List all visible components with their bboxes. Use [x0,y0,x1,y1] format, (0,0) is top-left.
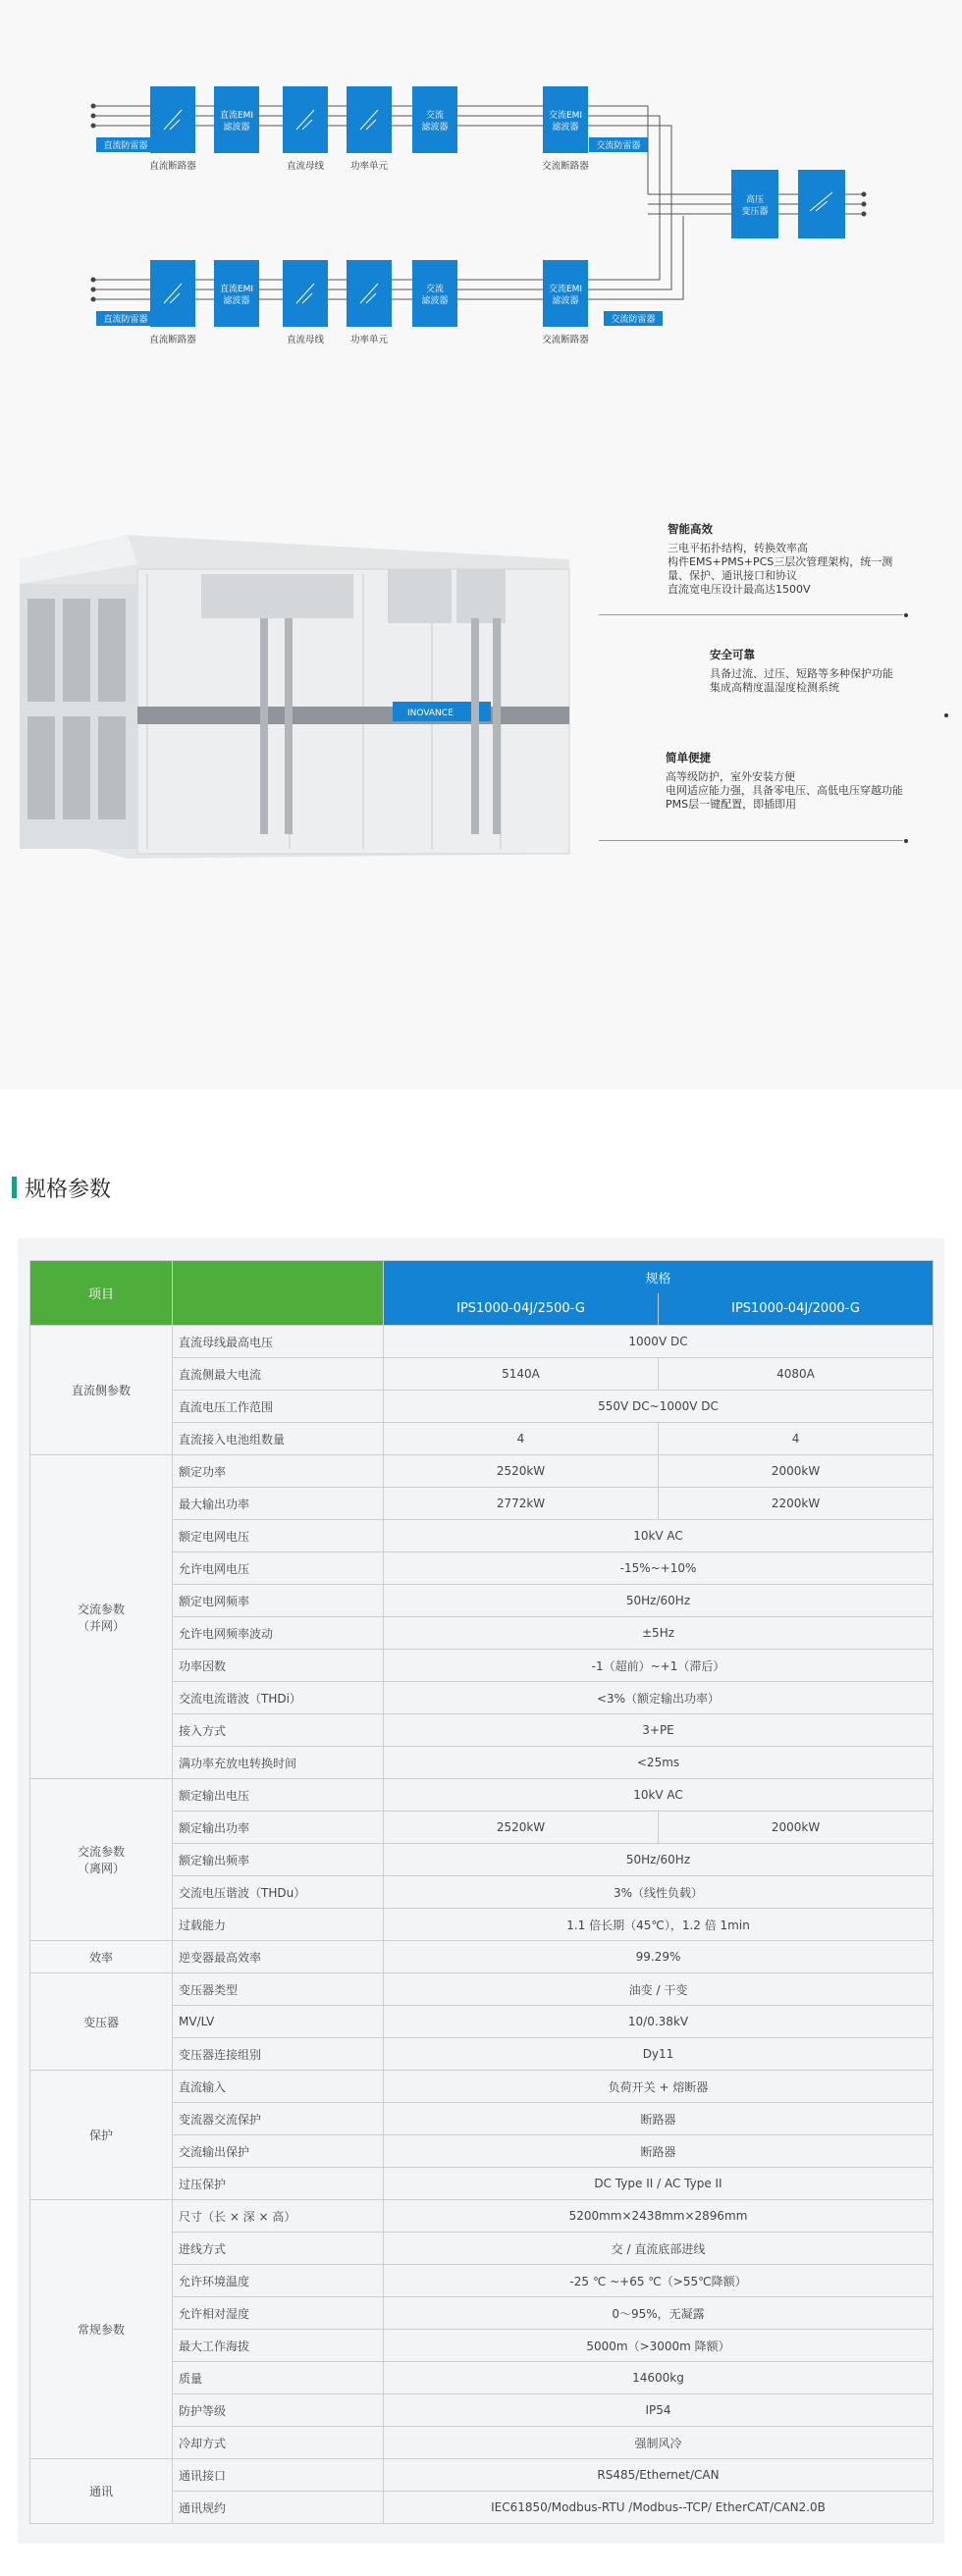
spec-param-name: 进线方式 [173,2233,384,2265]
feature-line: 具备过流、过压、短路等多种保护功能 [710,667,893,680]
spec-value: 10kV AC [384,1520,934,1552]
tag-label: 直流防雷器 [103,315,148,325]
block-label: 滤波器 [223,123,250,132]
spec-value: 交 / 直流底部进线 [384,2233,934,2265]
spec-row [30,2071,934,2103]
terminal-dot [91,288,96,292]
header-item: 项目 [30,1261,173,1326]
spec-value: 断路器 [384,2135,934,2168]
spec-value: 50Hz/60Hz [384,1844,934,1876]
spec-param-name: 交流电流谐波（THDi） [173,1682,384,1714]
spec-table [29,1260,934,2524]
spec-value: 0～95%，无凝露 [384,2297,934,2330]
spec-param-name: 尺寸（长 × 深 × 高） [173,2200,384,2233]
diagram-block [283,260,328,327]
spec-value: DC Type II / AC Type II [384,2168,934,2200]
spec-value: IEC61850/Modbus-RTU /Modbus--TCP/ EtherCAT/CAN2.0B [384,2492,934,2524]
feature-line: 电网适应能力强，具备零电压、高低电压穿越功能 [666,784,903,797]
tag-label: 交流防雷器 [596,141,641,151]
diagram-block [412,260,457,327]
feature-line: 三电平拓扑结构，转换效率高 [668,542,808,554]
spec-value-a: 2772kW [384,1488,659,1520]
header-model-b: IPS1000-04J/2000-G [659,1293,934,1326]
spec-param-name: 过载能力 [173,1909,384,1941]
surge-protector-tag [96,311,155,326]
spec-param-name: 直流输入 [173,2071,384,2103]
diagram-block [150,86,195,153]
spec-param-name: 接入方式 [173,1714,384,1747]
spec-value: IP54 [384,2394,934,2427]
connector-line [599,194,660,280]
spec-value: 负荷开关 + 熔断器 [384,2071,934,2103]
spec-value-b: 4 [659,1423,934,1455]
surge-protector-tag [96,137,155,152]
tag-label: 交流防雷器 [611,315,656,325]
spec-value: <25ms [384,1747,934,1779]
feature-line: 构件EMS+PMS+PCS三层次管理架构，统一测量、保护、通讯接口和协议 [668,555,893,582]
spec-value: -1（超前）~+1（滞后） [384,1650,934,1682]
vent-grille [98,716,126,819]
feature-title: 安全可靠 [710,648,755,661]
spec-value: <3%（额定输出功率） [384,1682,934,1714]
spec-row [30,1941,934,1973]
spec-group-label: 效率 [30,1941,173,1973]
block-label: 交流 [425,111,445,121]
spec-value: 5200mm×2438mm×2896mm [384,2200,934,2233]
spec-value-a: 2520kW [384,1455,659,1488]
spec-param-name: 允许电网电压 [173,1552,384,1585]
hood [388,569,452,623]
spec-group-label: 直流侧参数 [30,1326,173,1455]
feature-block [710,648,950,695]
spec-param-name: 通讯接口 [173,2459,384,2492]
spec-table-container [18,1238,944,2544]
spec-value: 14600kg [384,2362,934,2394]
diagram-block [283,86,328,153]
door-handle-bar [260,618,268,834]
spec-value-a: 4 [384,1423,659,1455]
spec-param-name: 允许相对湿度 [173,2297,384,2330]
spec-group-label: 通讯 [30,2459,173,2524]
container-cabinet-image [10,530,579,864]
door-handle-bar [471,618,479,834]
spec-value: 10kV AC [384,1779,934,1812]
terminal-dot [91,278,96,283]
spec-row [30,1779,934,1812]
diagram-block [214,86,259,153]
spec-param-name: 直流电压工作范围 [173,1391,384,1423]
block-caption: 交流断路器 [542,161,589,172]
feature-divider [599,614,903,615]
block-label: 滤波器 [552,123,579,132]
spec-value-a: 5140A [384,1358,659,1391]
spec-value: 3+PE [384,1714,934,1747]
feature-block [666,751,906,812]
spec-value-a: 2520kW [384,1812,659,1844]
transformer-label: 变压器 [741,207,769,217]
feature-title: 智能高效 [668,522,713,536]
terminal-dot [862,192,867,197]
spec-param-name: MV/LV [173,2006,384,2038]
spec-value: -25 ℃ ~+65 ℃（>55℃降额） [384,2265,934,2297]
spec-value: 强制风冷 [384,2427,934,2459]
spec-param-name: 质量 [173,2362,384,2394]
block-caption: 直流断路器 [149,161,196,172]
terminal-dot [91,104,96,109]
block-label: 滤波器 [421,123,449,132]
tag-label: 直流防雷器 [103,141,148,151]
block-caption: 功率单元 [349,161,389,172]
spec-value-b: 2200kW [659,1488,934,1520]
spec-param-name: 冷却方式 [173,2427,384,2459]
divider-dot [904,839,908,843]
hood [456,569,506,623]
terminal-dot [862,212,867,217]
spec-value: 油变 / 干变 [384,1973,934,2006]
connector-line [599,116,660,206]
block-caption: 直流母线 [286,335,325,345]
spec-value: RS485/Ethernet/CAN [384,2459,934,2492]
diagram-block [412,86,457,153]
hood [201,574,353,618]
spec-group-label: 变压器 [30,1973,173,2071]
spec-value: 10/0.38kV [384,2006,934,2038]
spec-param-name: 额定功率 [173,1455,384,1488]
product-overview-section [0,0,962,1089]
diagram-block [150,260,195,327]
feature-title: 简单便捷 [666,751,711,764]
spec-group-label: 交流参数 （离网） [30,1779,173,1941]
diagram-block [214,260,259,327]
spec-param-name: 允许电网频率波动 [173,1617,384,1650]
header-spec: 规格 [384,1261,934,1293]
connector-line [599,216,683,299]
cabinet-stripe [137,707,569,724]
spec-value: 5000m（>3000m 降额） [384,2330,934,2362]
block-caption: 交流断路器 [542,335,589,345]
block-label: 直流EMI [219,111,254,121]
surge-protector-tag [589,137,648,152]
feature-line: 直流宽电压设计最高达1500V [668,583,811,596]
spec-param-name: 逆变器最高效率 [173,1941,384,1973]
spec-row [30,1455,934,1488]
spec-value: 3%（线性负载） [384,1876,934,1909]
connector-line [599,206,671,289]
spec-param-name: 最大工作海拔 [173,2330,384,2362]
diagram-block [347,260,392,327]
spec-value: 断路器 [384,2103,934,2135]
door-handle-bar [285,618,293,834]
header-item-spacer [173,1261,384,1326]
spec-param-name: 额定输出频率 [173,1844,384,1876]
spec-param-name: 交流电压谐波（THDu） [173,1876,384,1909]
spec-value: 50Hz/60Hz [384,1585,934,1617]
transformer-label: 高压 [745,195,765,205]
block-label: 滤波器 [552,296,579,306]
spec-param-name: 交流输出保护 [173,2135,384,2168]
spec-param-name: 过压保护 [173,2168,384,2200]
divider-dot [944,713,948,717]
terminal-dot [862,202,867,207]
spec-param-name: 额定电网频率 [173,1585,384,1617]
spec-param-name: 额定输出电压 [173,1779,384,1812]
spec-param-name: 直流接入电池组数量 [173,1423,384,1455]
block-label: 滤波器 [223,296,250,306]
block-label: 交流 [425,285,445,294]
vent-grille [27,716,55,819]
spec-row [30,1326,934,1358]
block-label: 交流EMI [548,111,583,121]
spec-title: 规格参数 [25,1177,112,1202]
spec-group-label: 常规参数 [30,2200,173,2459]
spec-param-name: 最大输出功率 [173,1488,384,1520]
feature-divider [599,840,903,841]
spec-param-name: 满功率充放电转换时间 [173,1747,384,1779]
feature-block [668,522,908,597]
block-caption: 功率单元 [349,335,389,345]
title-accent-bar [12,1177,17,1198]
spec-param-name: 允许环境温度 [173,2265,384,2297]
diagram-block [347,86,392,153]
spec-value: ±5Hz [384,1617,934,1650]
spec-param-name: 通讯规约 [173,2492,384,2524]
spec-row [30,1973,934,2006]
vent-grille [27,599,55,702]
header-model-a: IPS1000-04J/2500-G [384,1293,659,1326]
spec-param-name: 功率因数 [173,1650,384,1682]
spec-value: Dy11 [384,2038,934,2071]
switch-box [798,170,845,238]
spec-value-b: 2000kW [659,1455,934,1488]
spec-param-name: 额定电网电压 [173,1520,384,1552]
block-caption: 直流母线 [286,161,325,172]
block-label: 直流EMI [219,285,254,294]
vent-grille [63,599,90,702]
spec-param-name: 变压器类型 [173,1973,384,2006]
surge-protector-tag [604,311,663,326]
spec-group-label: 交流参数 （并网） [30,1455,173,1779]
spec-param-name: 变压器连接组别 [173,2038,384,2071]
spec-value: 1.1 倍长期（45℃），1.2 倍 1min [384,1909,934,1941]
spec-row [30,2459,934,2492]
diagram-block [543,260,588,327]
spec-param-name: 额定输出功率 [173,1812,384,1844]
block-label: 交流EMI [548,285,583,294]
feature-line: 高等级防护，室外安装方便 [666,770,795,783]
spec-group-label: 保护 [30,2071,173,2200]
spec-param-name: 直流母线最高电压 [173,1326,384,1358]
spec-value: 99.29% [384,1941,934,1973]
topology-diagram [0,0,962,412]
divider-dot [904,613,908,617]
diagram-block [543,86,588,153]
spec-value-b: 2000kW [659,1812,934,1844]
brand-label: INOVANCE [407,709,454,718]
spec-section-title [12,1175,111,1200]
terminal-dot [91,297,96,302]
spec-value: 550V DC~1000V DC [384,1391,934,1423]
spec-value: -15%~+10% [384,1552,934,1585]
block-caption: 直流断路器 [149,335,196,345]
terminal-dot [91,124,96,129]
vent-grille [98,599,126,702]
terminal-dot [91,114,96,119]
spec-row [30,2200,934,2233]
vent-grille [63,716,90,819]
spec-value-b: 4080A [659,1358,934,1391]
feature-line: 集成高精度温湿度检测系统 [710,681,839,694]
spec-value: 1000V DC [384,1326,934,1358]
block-label: 滤波器 [421,296,449,306]
spec-param-name: 防护等级 [173,2394,384,2427]
spec-param-name: 变流器交流保护 [173,2103,384,2135]
feature-line: PMS层一键配置，即插即用 [666,798,797,811]
door-handle-bar [493,618,501,834]
spec-param-name: 直流侧最大电流 [173,1358,384,1391]
